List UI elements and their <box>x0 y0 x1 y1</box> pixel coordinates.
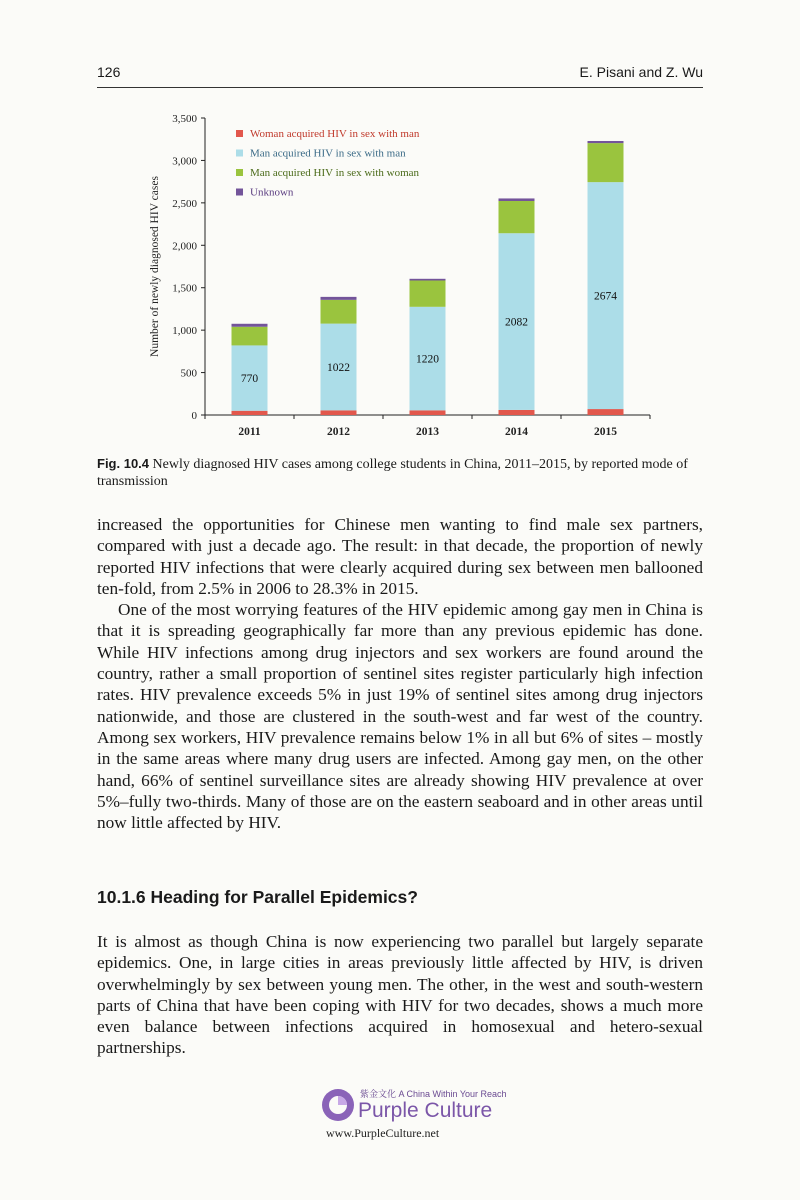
data-label: 2674 <box>594 290 617 303</box>
paragraph: One of the most worrying features of the HIV epidemic among gay men in China is that it is spreading geographically far more than any previous epidemic has done. While HIV infections among drug injectors and sex workers are found around the country, rather a small proportion of sentinel sites register particularly high infection rates. HIV prevalence exceeds 5% in just 19% of sentinel sites among drug injectors nationwide, and those are clustered in the south-west and far west of the country. Among sex workers, HIV prevalence remains below 1% in all but 6% of sites – mostly in the same areas where many drug users are infected. Among gay men, on the other hand, 66% of sentinel surveillance sites are already showing HIV prevalence at over 5%–fully two-thirds. Many of those are on the eastern seaboard and in other areas until now little affected by HIV. <box>97 600 703 833</box>
y-axis-label: Number of newly diagnosed HIV cases <box>149 176 161 357</box>
purple-culture-logo-icon <box>320 1087 356 1123</box>
body-text-block-2 <box>97 931 703 1059</box>
bar-segment-2 <box>588 143 624 182</box>
bar-segment-0 <box>588 409 624 415</box>
x-tick-label: 2013 <box>416 426 439 438</box>
x-tick-label: 2015 <box>594 426 617 438</box>
stacked-bar-chart <box>140 100 660 445</box>
figure-caption <box>97 455 703 490</box>
bar-segment-2 <box>410 281 446 307</box>
x-tick-label: 2011 <box>238 426 261 438</box>
page-number: 126 <box>97 64 121 80</box>
caption-text: Newly diagnosed HIV cases among college students in China, 2011–2015, by reported mode of transmission <box>97 457 688 489</box>
legend-swatch <box>236 169 243 176</box>
body-text-block-1 <box>97 514 703 833</box>
legend-label: Man acquired HIV in sex with man <box>250 147 406 160</box>
bar-segment-0 <box>410 410 446 415</box>
bar-segment-3 <box>321 297 357 300</box>
y-tick-label: 2,000 <box>172 240 197 253</box>
bar-segment-3 <box>499 198 535 201</box>
figure-chart <box>140 100 660 445</box>
bar-segment-2 <box>321 300 357 324</box>
y-tick-label: 1,000 <box>172 325 197 338</box>
bar-segment-3 <box>410 279 446 281</box>
paragraph: It is almost as though China is now experiencing two parallel but largely separate epidemics. One, in large cities in areas previously little affected by HIV, is driven overwhelmingly by sex between young men. The other, in the west and south-western parts of China that have been coping with HIV for two decades, shows a much more even balance between infections acquired in homosexual and hetero-sexual partnerships. <box>97 932 703 1058</box>
paragraph: increased the opportunities for Chinese men wanting to find male sex partners, compared with just a decade ago. The result: in that decade, the proportion of newly reported HIV infections that were clearly acquired during sex between men ballooned ten-fold, from 2.5% in 2006 to 28.3% in 2015. <box>97 515 703 598</box>
bar-segment-3 <box>588 141 624 143</box>
y-tick-label: 3,500 <box>172 113 197 125</box>
figure-label: Fig. 10.4 <box>97 456 150 471</box>
running-authors: E. Pisani and Z. Wu <box>579 64 703 80</box>
section-heading: 10.1.6 Heading for Parallel Epidemics? <box>97 887 418 907</box>
watermark <box>318 1085 507 1145</box>
data-label: 2082 <box>505 316 528 329</box>
y-tick-label: 3,000 <box>172 155 197 168</box>
legend-swatch <box>236 130 243 137</box>
legend-swatch <box>236 189 243 196</box>
header-rule <box>97 87 703 88</box>
watermark-url: www.PurpleCulture.net <box>326 1126 440 1140</box>
y-tick-label: 2,500 <box>172 197 197 210</box>
running-header <box>97 60 703 86</box>
y-tick-label: 0 <box>191 410 197 422</box>
data-label: 1220 <box>416 353 439 366</box>
data-label: 770 <box>240 373 259 386</box>
bar-segment-3 <box>232 324 268 327</box>
legend-label: Unknown <box>250 186 294 199</box>
legend-label: Man acquired HIV in sex with woman <box>250 167 420 179</box>
y-tick-label: 1,500 <box>172 282 197 295</box>
legend-label: Woman acquired HIV in sex with man <box>250 128 420 140</box>
watermark-tagline: 紫金文化 A China Within Your Reach <box>360 1089 507 1099</box>
bar-segment-2 <box>232 327 268 346</box>
bar-segment-0 <box>499 410 535 415</box>
data-label: 1022 <box>327 361 350 374</box>
x-tick-label: 2014 <box>505 426 528 438</box>
watermark-name: Purple Culture <box>358 1099 493 1122</box>
legend-swatch <box>236 150 243 157</box>
x-tick-label: 2012 <box>327 426 350 438</box>
bar-segment-0 <box>232 411 268 415</box>
bar-segment-0 <box>321 410 357 415</box>
y-tick-label: 500 <box>180 367 197 380</box>
bar-segment-2 <box>499 201 535 233</box>
